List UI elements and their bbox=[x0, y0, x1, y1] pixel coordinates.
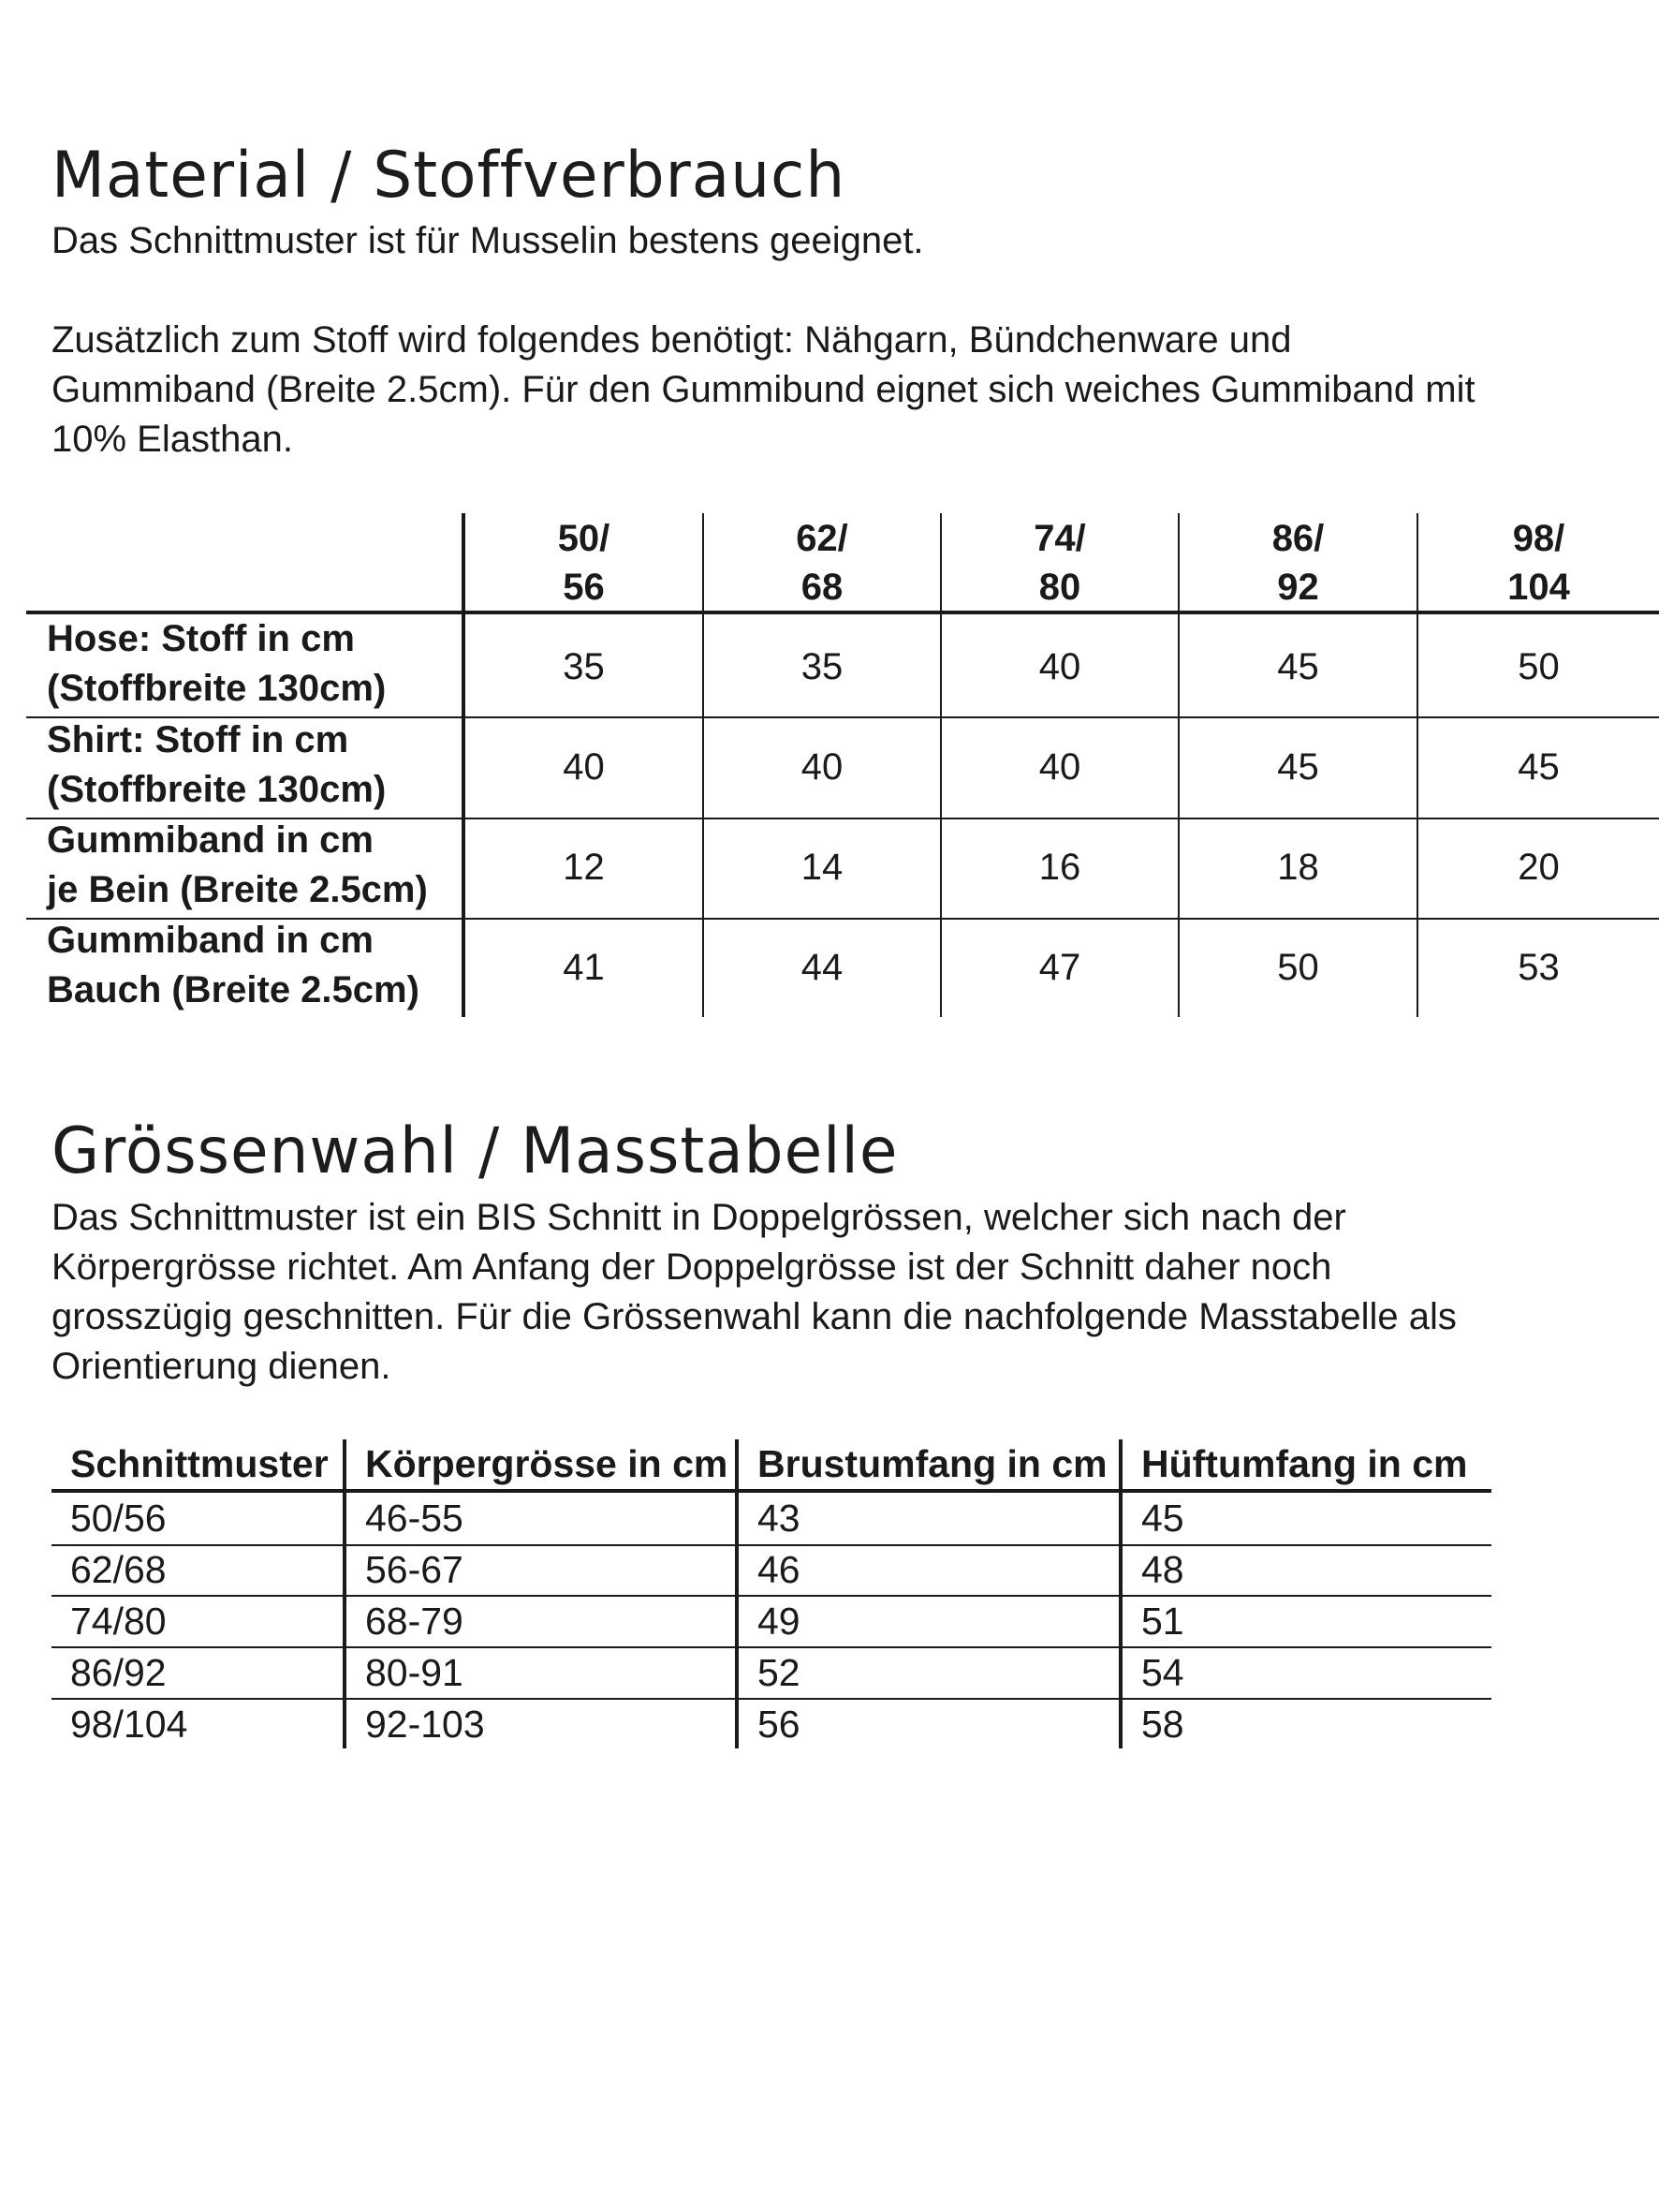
table-cell: 80-91 bbox=[365, 1651, 463, 1694]
table-cell: 35 bbox=[563, 646, 605, 687]
measurement-table bbox=[51, 1438, 1493, 1756]
row-label-gummiband-bauch bbox=[47, 916, 419, 1015]
row-label-line: Gummiband in cm bbox=[47, 819, 374, 861]
table-cell: 74/80 bbox=[70, 1600, 167, 1643]
sizing-line-1: Das Schnittmuster ist ein BIS Schnitt in Doppelgrössen, welcher sich nach der bbox=[51, 1197, 1346, 1238]
table-cell: 92-103 bbox=[365, 1703, 485, 1746]
header-koerpergroesse: Körpergrösse in cm bbox=[365, 1442, 728, 1485]
row-label-line: (Stoffbreite 130cm) bbox=[47, 668, 387, 709]
size-header-line: 74/ bbox=[1034, 518, 1086, 559]
table-cell: 52 bbox=[757, 1651, 800, 1694]
material-title: Material / Stoffverbrauch bbox=[51, 139, 846, 213]
size-header-74-80 bbox=[942, 514, 1178, 612]
measure-table-row-rule bbox=[51, 1646, 1491, 1648]
table-cell: 51 bbox=[1141, 1600, 1184, 1643]
row-label-line: je Bein (Breite 2.5cm) bbox=[47, 869, 428, 910]
sizing-title: Grössenwahl / Masstabelle bbox=[51, 1114, 899, 1188]
measure-table-row-rule bbox=[51, 1595, 1491, 1597]
header-schnittmuster: Schnittmuster bbox=[70, 1442, 329, 1485]
measure-table-row-rule bbox=[51, 1544, 1491, 1546]
row-label-line: (Stoffbreite 130cm) bbox=[47, 769, 387, 810]
table-cell: 46-55 bbox=[365, 1497, 463, 1540]
table-cell: 40 bbox=[1038, 646, 1081, 687]
table-cell: 50/56 bbox=[70, 1497, 167, 1540]
measure-table-header-rule bbox=[51, 1489, 1491, 1493]
sizing-line-3: grosszügig geschnitten. Für die Grössenwahl kann die nachfolgende Masstabelle als bbox=[51, 1296, 1457, 1337]
table-cell: 12 bbox=[563, 847, 605, 888]
table-cell: 68-79 bbox=[365, 1600, 463, 1643]
sizing-line-2: Körpergrösse richtet. Am Anfang der Doppelgrösse ist der Schnitt daher noch bbox=[51, 1246, 1332, 1288]
size-header-50-56 bbox=[465, 514, 702, 612]
size-header-line: 98/ bbox=[1512, 518, 1565, 559]
table-cell: 50 bbox=[1518, 646, 1560, 687]
row-label-line: Gummiband in cm bbox=[47, 920, 374, 961]
measure-table-col-divider bbox=[343, 1439, 346, 1748]
table-cell: 40 bbox=[800, 746, 844, 788]
row-label-line: Shirt: Stoff in cm bbox=[47, 719, 349, 760]
row-label-line: Hose: Stoff in cm bbox=[47, 618, 355, 659]
measure-table-col-divider bbox=[735, 1439, 739, 1748]
table-cell: 14 bbox=[800, 847, 844, 888]
table-cell: 41 bbox=[563, 947, 605, 988]
table-cell: 53 bbox=[1518, 947, 1560, 988]
table-cell: 54 bbox=[1141, 1651, 1184, 1694]
table-cell: 48 bbox=[1141, 1548, 1184, 1591]
material-extra-line-3: 10% Elasthan. bbox=[51, 419, 293, 460]
size-header-line: 104 bbox=[1507, 567, 1570, 608]
sizing-line-4: Orientierung dienen. bbox=[51, 1346, 391, 1387]
row-label-gummiband-bein bbox=[47, 816, 428, 915]
table-cell: 43 bbox=[757, 1497, 800, 1540]
table-cell: 58 bbox=[1141, 1703, 1184, 1746]
table-cell: 44 bbox=[800, 947, 844, 988]
material-extra-line-1: Zusätzlich zum Stoff wird folgendes benötigt: Nähgarn, Bündchenware und bbox=[51, 319, 1292, 361]
table-cell: 40 bbox=[563, 746, 605, 788]
table-cell: 20 bbox=[1518, 847, 1560, 888]
table-cell: 45 bbox=[1141, 1497, 1184, 1540]
table-cell: 98/104 bbox=[70, 1703, 188, 1746]
size-header-line: 80 bbox=[1038, 567, 1081, 608]
table-cell: 62/68 bbox=[70, 1548, 167, 1591]
table-cell: 40 bbox=[1038, 746, 1081, 788]
table-cell: 47 bbox=[1038, 947, 1081, 988]
table-cell: 86/92 bbox=[70, 1651, 167, 1694]
header-brustumfang: Brustumfang in cm bbox=[757, 1442, 1108, 1485]
size-header-line: 62/ bbox=[796, 518, 848, 559]
material-extra-line-2: Gummiband (Breite 2.5cm). Für den Gummibund eignet sich weiches Gummiband mit bbox=[51, 369, 1475, 410]
fabric-usage-table bbox=[26, 513, 1659, 1019]
measure-table-col-divider bbox=[1119, 1439, 1123, 1748]
size-header-86-92 bbox=[1180, 514, 1417, 612]
size-header-line: 68 bbox=[800, 567, 844, 608]
material-intro: Das Schnittmuster ist für Musselin bestens geeignet. bbox=[51, 220, 924, 261]
table-cell: 16 bbox=[1038, 847, 1081, 888]
size-header-line: 86/ bbox=[1271, 518, 1325, 559]
row-label-hose bbox=[47, 614, 386, 714]
size-header-line: 92 bbox=[1277, 567, 1319, 608]
table-cell: 45 bbox=[1277, 746, 1319, 788]
table-cell: 35 bbox=[800, 646, 844, 687]
header-hueftumfang: Hüftumfang in cm bbox=[1141, 1442, 1468, 1485]
table-cell: 45 bbox=[1518, 746, 1560, 788]
size-header-line: 56 bbox=[563, 567, 605, 608]
table-cell: 49 bbox=[757, 1600, 800, 1643]
table-cell: 46 bbox=[757, 1548, 800, 1591]
table-cell: 18 bbox=[1277, 847, 1319, 888]
size-header-62-68 bbox=[704, 514, 940, 612]
row-label-shirt bbox=[47, 715, 386, 815]
row-label-line: Bauch (Breite 2.5cm) bbox=[47, 969, 419, 1010]
table-cell: 45 bbox=[1277, 646, 1319, 687]
table-cell: 56 bbox=[757, 1703, 800, 1746]
table-cell: 56-67 bbox=[365, 1548, 463, 1591]
size-header-98-104 bbox=[1418, 514, 1659, 612]
measure-table-row-rule bbox=[51, 1698, 1491, 1700]
table-cell: 50 bbox=[1277, 947, 1319, 988]
size-header-line: 50/ bbox=[557, 518, 610, 559]
